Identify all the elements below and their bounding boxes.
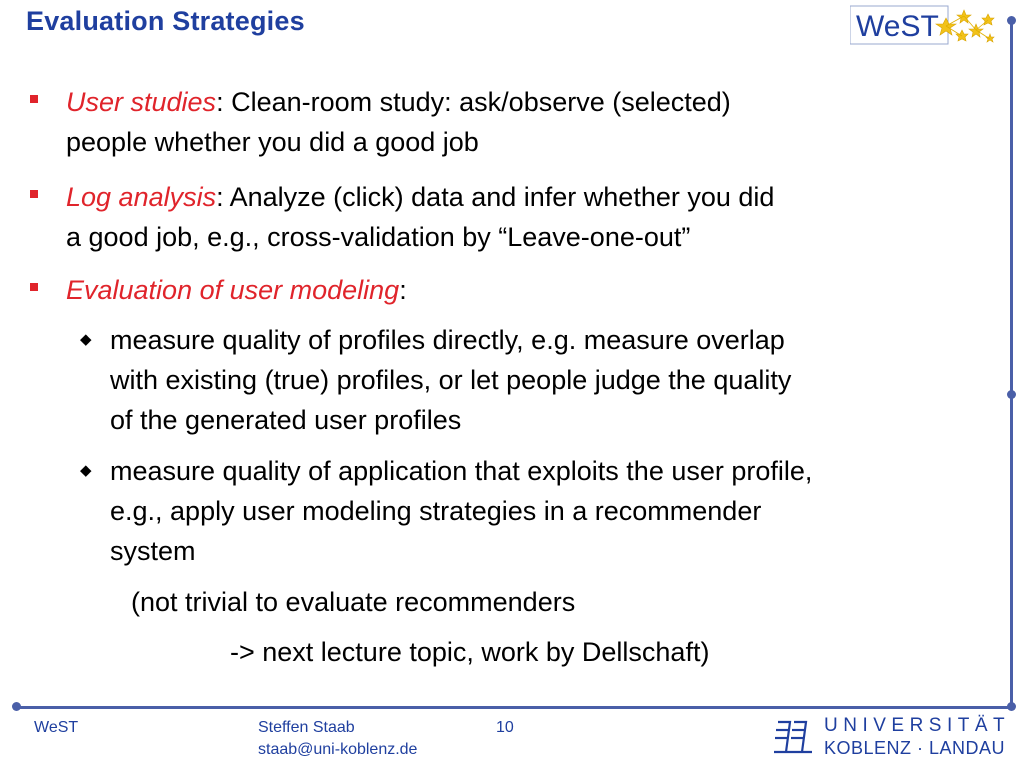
university-name-line2: KOBLENZ · LANDAU	[824, 738, 1006, 758]
bullet-term: User studies	[66, 87, 217, 117]
footer-page-number: 10	[496, 719, 514, 736]
diamond-bullet-icon: ◆	[80, 331, 92, 348]
bullet-text-continued: people whether you did a good job	[66, 127, 479, 157]
footer-email: staab@uni-koblenz.de	[258, 741, 418, 758]
sub-bullet-profiles	[80, 320, 1005, 440]
university-emblem-icon	[772, 716, 818, 758]
frame-dot-middle	[1007, 390, 1016, 399]
sub-bullet-line: of the generated user profiles	[110, 405, 462, 435]
square-bullet-icon	[30, 190, 38, 198]
footer-author: Steffen Staab	[258, 719, 355, 736]
sub-bullet-line: system	[110, 536, 196, 566]
bullet-evaluation-user-modeling	[66, 270, 1006, 310]
bullet-text-continued: a good job, e.g., cross-validation by “Leave-one-out”	[66, 222, 691, 252]
frame-right-line	[1010, 20, 1013, 710]
bullet-text: :	[399, 275, 407, 305]
diamond-bullet-icon: ◆	[80, 462, 92, 479]
bullet-log-analysis	[66, 177, 1006, 257]
west-logo	[850, 4, 1000, 48]
bullet-text: : Clean-room study: ask/observe (selected)	[216, 87, 731, 117]
sub-bullet-line: measure quality of application that exploits the user profile,	[110, 456, 813, 486]
frame-bottom-line	[16, 706, 1010, 709]
bullet-user-studies	[66, 82, 1006, 162]
square-bullet-icon	[30, 283, 38, 291]
bullet-term: Evaluation of user modeling	[66, 275, 400, 305]
note-line-2: -> next lecture topic, work by Dellschaft)	[230, 637, 710, 667]
footer-left-label: WeST	[34, 719, 79, 736]
university-name-line1: UNIVERSITÄT	[824, 715, 1011, 736]
west-logo-text: WeST	[856, 10, 939, 43]
bullet-text: : Analyze (click) data and infer whether you did	[216, 182, 775, 212]
note-line-1: (not trivial to evaluate recommenders	[131, 587, 576, 617]
square-bullet-icon	[30, 95, 38, 103]
sub-bullet-line: measure quality of profiles directly, e.g. measure overlap	[110, 325, 785, 355]
sub-bullet-application	[80, 451, 1005, 571]
sub-bullet-line: with existing (true) profiles, or let people judge the quality	[110, 365, 792, 395]
bullet-term: Log analysis	[66, 182, 217, 212]
slide-title: Evaluation Strategies	[26, 6, 305, 36]
frame-dot-top	[1007, 16, 1016, 25]
sub-bullet-line: e.g., apply user modeling strategies in a recommender	[110, 496, 762, 526]
